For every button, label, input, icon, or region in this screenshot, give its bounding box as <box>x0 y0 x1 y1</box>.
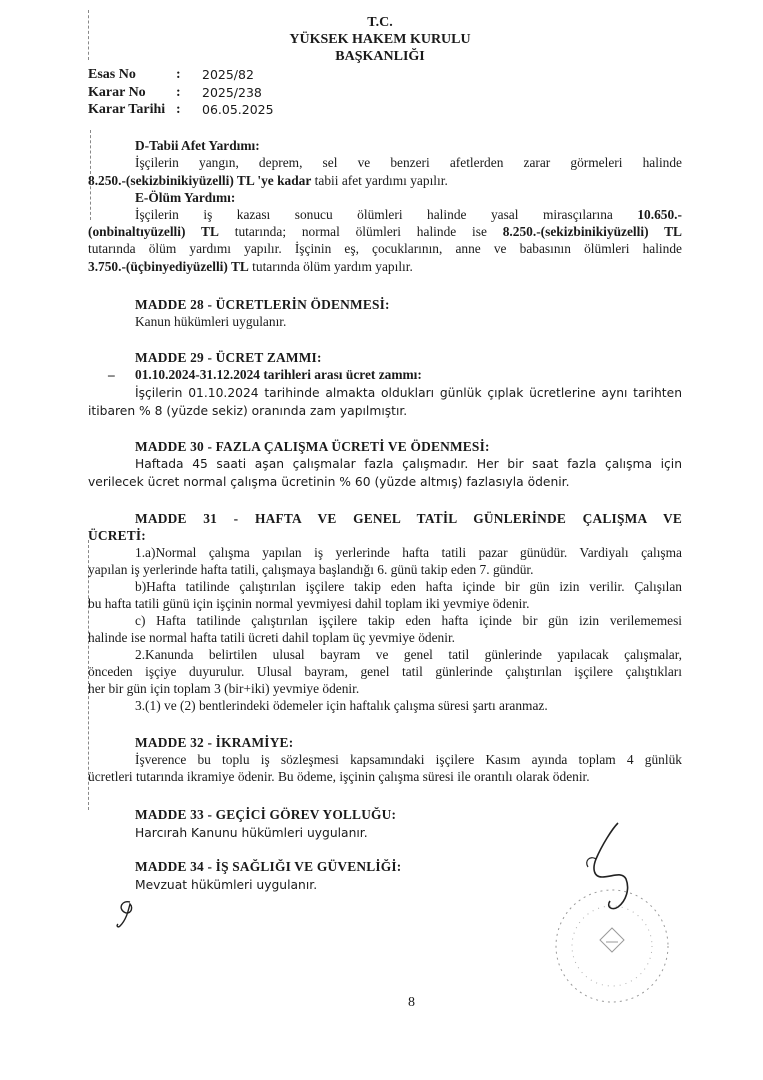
section-e-line2-text: tutarında; normal ölümleri halinde ise <box>218 224 503 239</box>
madde-29-line2: itibaren % 8 (yüzde sekiz) oranında zam yapılmıştır. <box>88 404 408 418</box>
afet-amount: 8.250.-(sekizbinikiyüzelli) TL 'ye kadar <box>88 173 312 188</box>
header-presidency: BAŞKANLIĞI <box>335 49 425 64</box>
olum-amount-1: 10.650.- <box>637 207 682 222</box>
madde-30-line2: verilecek ücret normal çalışma ücretinin % 60 (yüzde altmış) fazlasıyla ödenir. <box>88 475 570 489</box>
case-meta <box>88 66 274 119</box>
madde-34-title: MADDE 34 - İŞ SAĞLIĞI VE GÜVENLİĞİ: <box>135 859 402 874</box>
paraph-icon <box>112 898 142 932</box>
olum-amount-3: 3.750.-(üçbinyediyüzelli) TL <box>88 259 249 274</box>
section-e-line1-text: İşçilerin iş kazası sonucu ölümleri halinde yasal mirasçılarına <box>135 207 638 222</box>
header-tc: T.C. <box>367 15 393 30</box>
seal-icon <box>540 880 680 1010</box>
madde-30-title: MADDE 30 - FAZLA ÇALIŞMA ÜCRETİ VE ÖDENMESİ: <box>135 439 490 454</box>
madde-31-p2a: b)Hafta tatilinde çalıştırılan işçilere takip eden hafta içinde bir gün izin verilir. Çalışılan <box>135 579 682 594</box>
madde-29-dash: – <box>108 367 115 382</box>
karar-label: Karar No <box>88 84 146 100</box>
section-e-line4-rest: tutarında ölüm yardım yapılır. <box>248 259 413 274</box>
karar-value: 2025/238 <box>202 84 262 100</box>
esas-label: Esas No <box>88 67 136 82</box>
colon: : <box>176 67 181 82</box>
esas-value: 2025/82 <box>202 67 254 82</box>
madde-32-title: MADDE 32 - İKRAMİYE: <box>135 735 294 750</box>
madde-31-p4a: 2.Kanunda belirtilen ulusal bayram ve genel tatil günlerinde yapılacak çalışmalar, <box>135 647 682 662</box>
madde-33-body: Harcırah Kanunu hükümleri uygulanır. <box>135 826 368 840</box>
page-number: 8 <box>408 995 415 1010</box>
section-e-line1 <box>135 207 682 224</box>
tarih-value: 06.05.2025 <box>202 102 274 117</box>
madde-31-p3b: halinde ise normal hafta tatili ücreti dahil toplam üç yevmiye ödenir. <box>88 630 456 645</box>
section-d-line1: İşçilerin yangın, deprem, sel ve benzeri afetlerden zarar görmeleri halinde <box>135 155 682 170</box>
madde-31-p4b: önceden işçiye duyurulur. Ulusal bayram, genel tatil günlerinde çalıştırılan işçilere çalıştıkları <box>88 664 682 679</box>
madde-31-title-line1: MADDE 31 - HAFTA VE GENEL TATİL GÜNLERİNDE ÇALIŞMA VE <box>135 511 682 526</box>
madde-29-line1: İşçilerin 01.10.2024 tarihinde almakta oldukları günlük çıplak ücretlerine aynı tarihten <box>135 386 682 400</box>
colon: : <box>176 102 181 117</box>
olum-amount-2: 8.250.-(sekizbinikiyüzelli) TL <box>502 224 682 239</box>
madde-31-p1a: 1.a)Normal çalışma yapılan iş yerlerinde hafta tatili pazar günüdür. Vardiyalı çalışma <box>135 545 682 560</box>
madde-34-body: Mevzuat hükümleri uygulanır. <box>135 878 318 892</box>
madde-29-sub: 01.10.2024-31.12.2024 tarihleri arası ücret zammı: <box>135 367 422 382</box>
madde-30-line1: Haftada 45 saati aşan çalışmalar fazla çalışmadır. Her bir saat fazla çalışma için <box>135 457 682 471</box>
madde-29-title: MADDE 29 - ÜCRET ZAMMI: <box>135 350 322 365</box>
madde-32-line1: İşverence bu toplu iş sözleşmesi kapsamındaki işçilere Kasım ayında toplam 4 günlük <box>135 752 682 767</box>
madde-31-p2b: bu hafta tatili günü için işçinin normal yevmiyesi dahil toplam iki yevmiye ödenir. <box>88 596 530 611</box>
madde-33-title: MADDE 33 - GEÇİCİ GÖREV YOLLUĞU: <box>135 807 397 822</box>
section-e-line3: tutarında ölüm yardımı yapılır. İşçinin eş, çocuklarının, anne ve babasının ölümleri halinde <box>88 241 682 256</box>
tarih-label: Karar Tarihi <box>88 102 166 117</box>
madde-28-title: MADDE 28 - ÜCRETLERİN ÖDENMESİ: <box>135 297 390 312</box>
madde-31-p1b: yapılan iş yerlerinde hafta tatili, çalışmaya başlandığı 6. günü takip eden 7. gündür. <box>88 562 534 577</box>
section-d-line2-rest: tabii afet yardımı yapılır. <box>311 173 448 188</box>
header-institution: YÜKSEK HAKEM KURULU <box>289 32 471 47</box>
madde-28-body: Kanun hükümleri uygulanır. <box>135 314 287 329</box>
section-e-line4 <box>88 259 413 276</box>
madde-32-line2: ücretleri tutarında ikramiye ödenir. Bu ödeme, işçinin çalışma süresi ile orantılı olarak ödenir. <box>88 769 590 784</box>
olum-amount-1-text: (onbinaltıyüzelli) TL <box>88 224 219 239</box>
section-e-title: E-Ölüm Yardımı: <box>135 190 236 205</box>
section-e-line2 <box>88 224 682 241</box>
madde-31-p4c: her bir gün için toplam 3 (bir+iki) yevmiye ödenir. <box>88 681 360 696</box>
madde-31-title-line2: ÜCRETİ: <box>88 528 146 543</box>
section-d-title: D-Tabii Afet Yardımı: <box>135 138 260 153</box>
colon: : <box>176 84 181 100</box>
section-d-line2 <box>88 173 448 190</box>
margin-line <box>88 10 90 60</box>
madde-31-p3a: c) Hafta tatilinde çalıştırılan işçilere takip eden hafta içinde bir gün izin verilememesi <box>135 613 682 628</box>
madde-31-p5: 3.(1) ve (2) bentlerindeki ödemeler için haftalık çalışma süresi şartı aranmaz. <box>135 698 548 713</box>
